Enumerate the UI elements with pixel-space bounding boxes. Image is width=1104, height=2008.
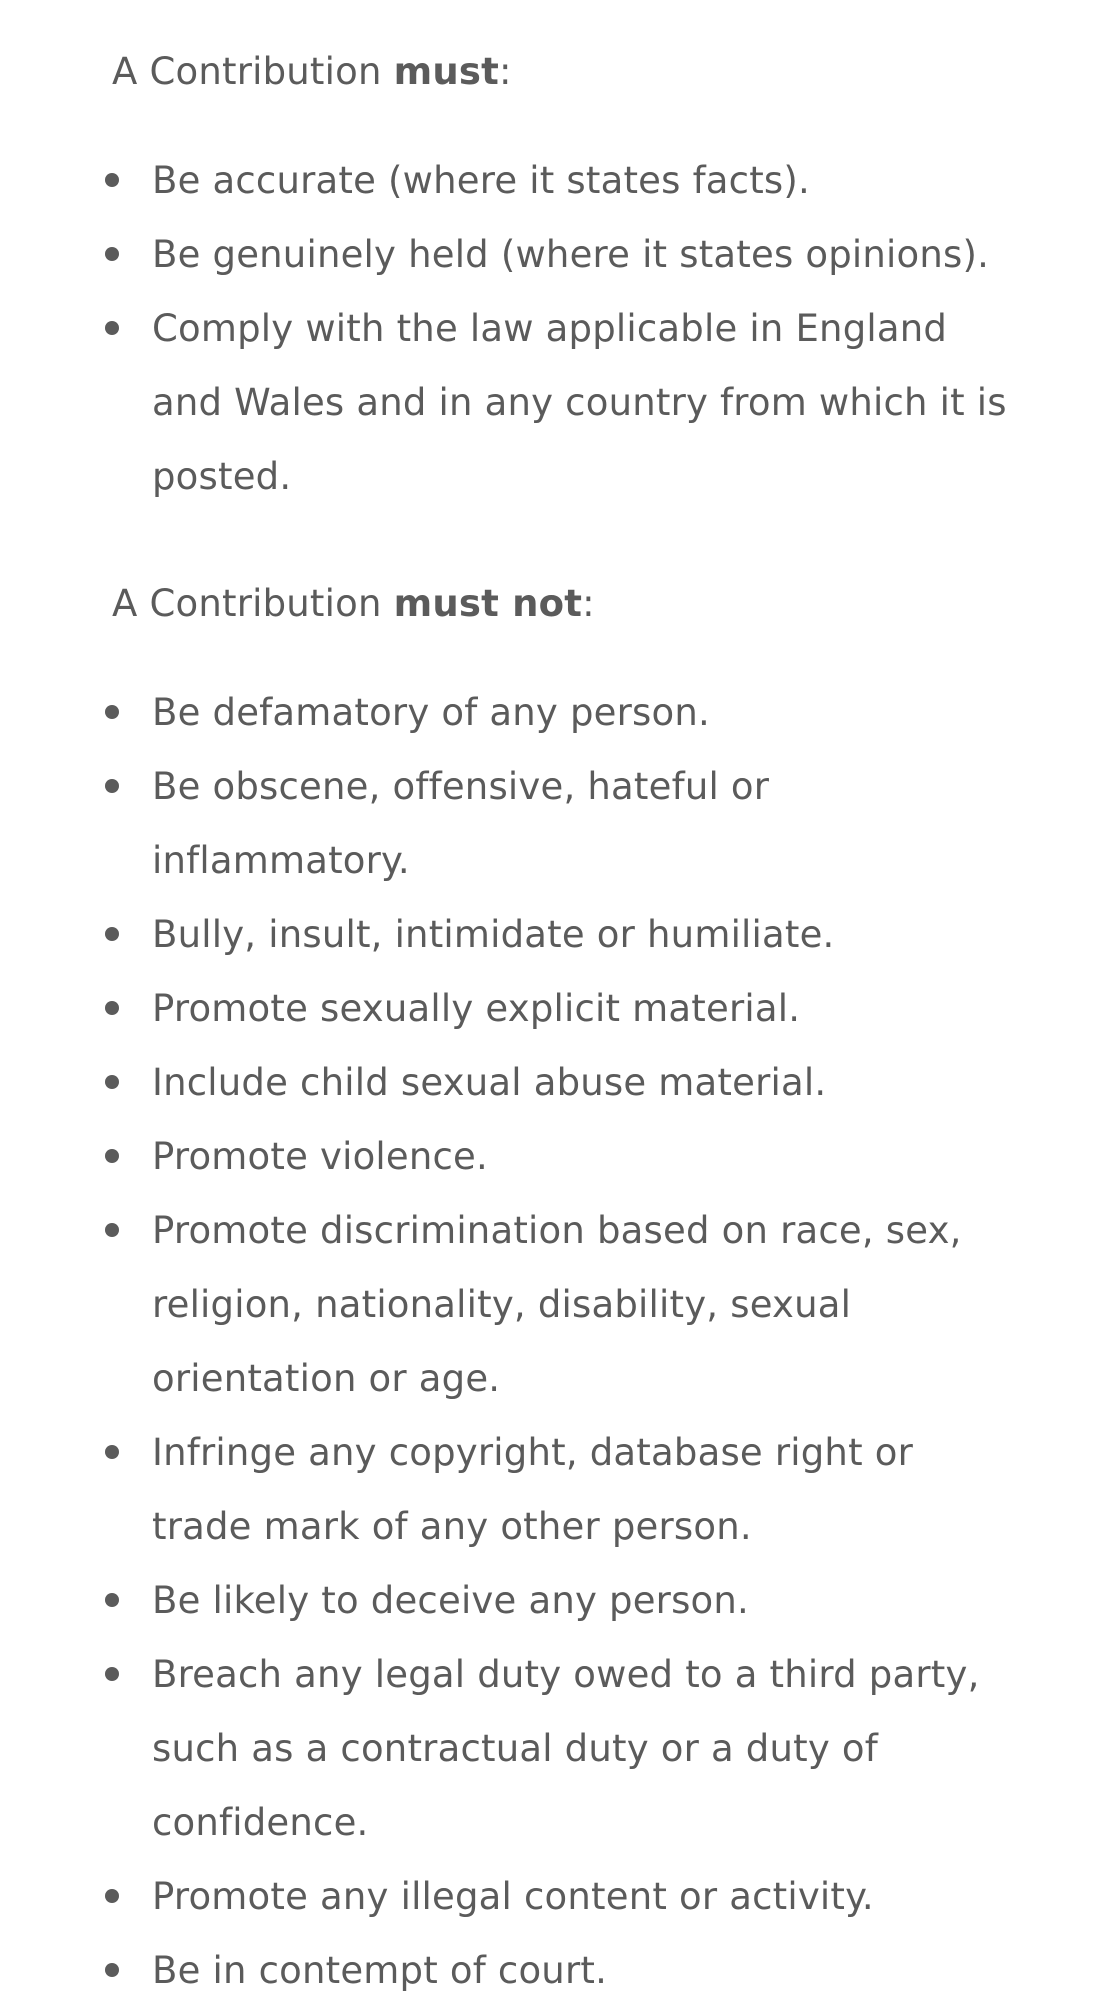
- must-not-intro: [112, 572, 1104, 636]
- list-item-text: Breach any legal duty owed to a third party, such as a contractual duty or a duty of confidence.: [152, 1653, 980, 1844]
- list-item: [152, 1564, 1012, 1638]
- list-item-text: Be genuinely held (where it states opinions).: [152, 233, 990, 276]
- list-item-text: Promote violence.: [152, 1135, 488, 1178]
- bullet-icon: [105, 1223, 119, 1237]
- list-item: [152, 1046, 1012, 1120]
- list-item-text: Be accurate (where it states facts).: [152, 159, 811, 202]
- bullet-icon: [105, 1149, 119, 1163]
- list-item-text: Include child sexual abuse material.: [152, 1061, 827, 1104]
- list-item: [152, 218, 1012, 292]
- bullet-icon: [105, 1445, 119, 1459]
- list-item-text: Promote sexually explicit material.: [152, 987, 801, 1030]
- list-item: [152, 1860, 1012, 1934]
- must-not-intro-prefix: A Contribution: [112, 582, 394, 625]
- list-item-text: Promote discrimination based on race, sex, religion, nationality, disability, sexual orientation or age.: [152, 1209, 962, 1400]
- list-item: [152, 750, 1012, 898]
- must-not-intro-bold: must not: [393, 582, 583, 625]
- must-intro-suffix: :: [498, 50, 512, 93]
- list-item: [152, 1934, 1012, 2008]
- bullet-icon: [105, 779, 119, 793]
- bullet-icon: [105, 247, 119, 261]
- list-item-text: Promote any illegal content or activity.: [152, 1875, 874, 1918]
- list-item-text: Be defamatory of any person.: [152, 691, 710, 734]
- list-item: [152, 292, 1012, 514]
- bullet-icon: [105, 1075, 119, 1089]
- must-intro-bold: must: [393, 50, 499, 93]
- list-item-text: Be obscene, offensive, hateful or inflammatory.: [152, 765, 770, 882]
- bullet-icon: [105, 173, 119, 187]
- list-item: [152, 1194, 1012, 1416]
- list-item-text: Be in contempt of court.: [152, 1949, 608, 1992]
- must-intro: [112, 40, 1104, 104]
- list-item: [152, 1416, 1012, 1564]
- bullet-icon: [105, 705, 119, 719]
- list-item-text: Bully, insult, intimidate or humiliate.: [152, 913, 835, 956]
- bullet-icon: [105, 1593, 119, 1607]
- must-intro-prefix: A Contribution: [112, 50, 394, 93]
- list-item-text: Infringe any copyright, database right or trade mark of any other person.: [152, 1431, 913, 1548]
- section-spacer: [0, 514, 1104, 572]
- list-item-text: Comply with the law applicable in England and Wales and in any country from which it is posted.: [152, 307, 1007, 498]
- list-item: [152, 676, 1012, 750]
- must-list: [0, 144, 1012, 514]
- bullet-icon: [105, 1963, 119, 1977]
- must-not-intro-suffix: :: [582, 582, 595, 625]
- bullet-icon: [105, 1667, 119, 1681]
- bullet-icon: [105, 1889, 119, 1903]
- list-item: [152, 972, 1012, 1046]
- bullet-icon: [105, 927, 119, 941]
- list-item: [152, 898, 1012, 972]
- must-not-list: [0, 676, 1012, 2008]
- list-item: [152, 144, 1012, 218]
- list-item-text: Be likely to deceive any person.: [152, 1579, 750, 1622]
- list-item: [152, 1120, 1012, 1194]
- bullet-icon: [105, 321, 119, 335]
- list-item: [152, 1638, 1012, 1860]
- bullet-icon: [105, 1001, 119, 1015]
